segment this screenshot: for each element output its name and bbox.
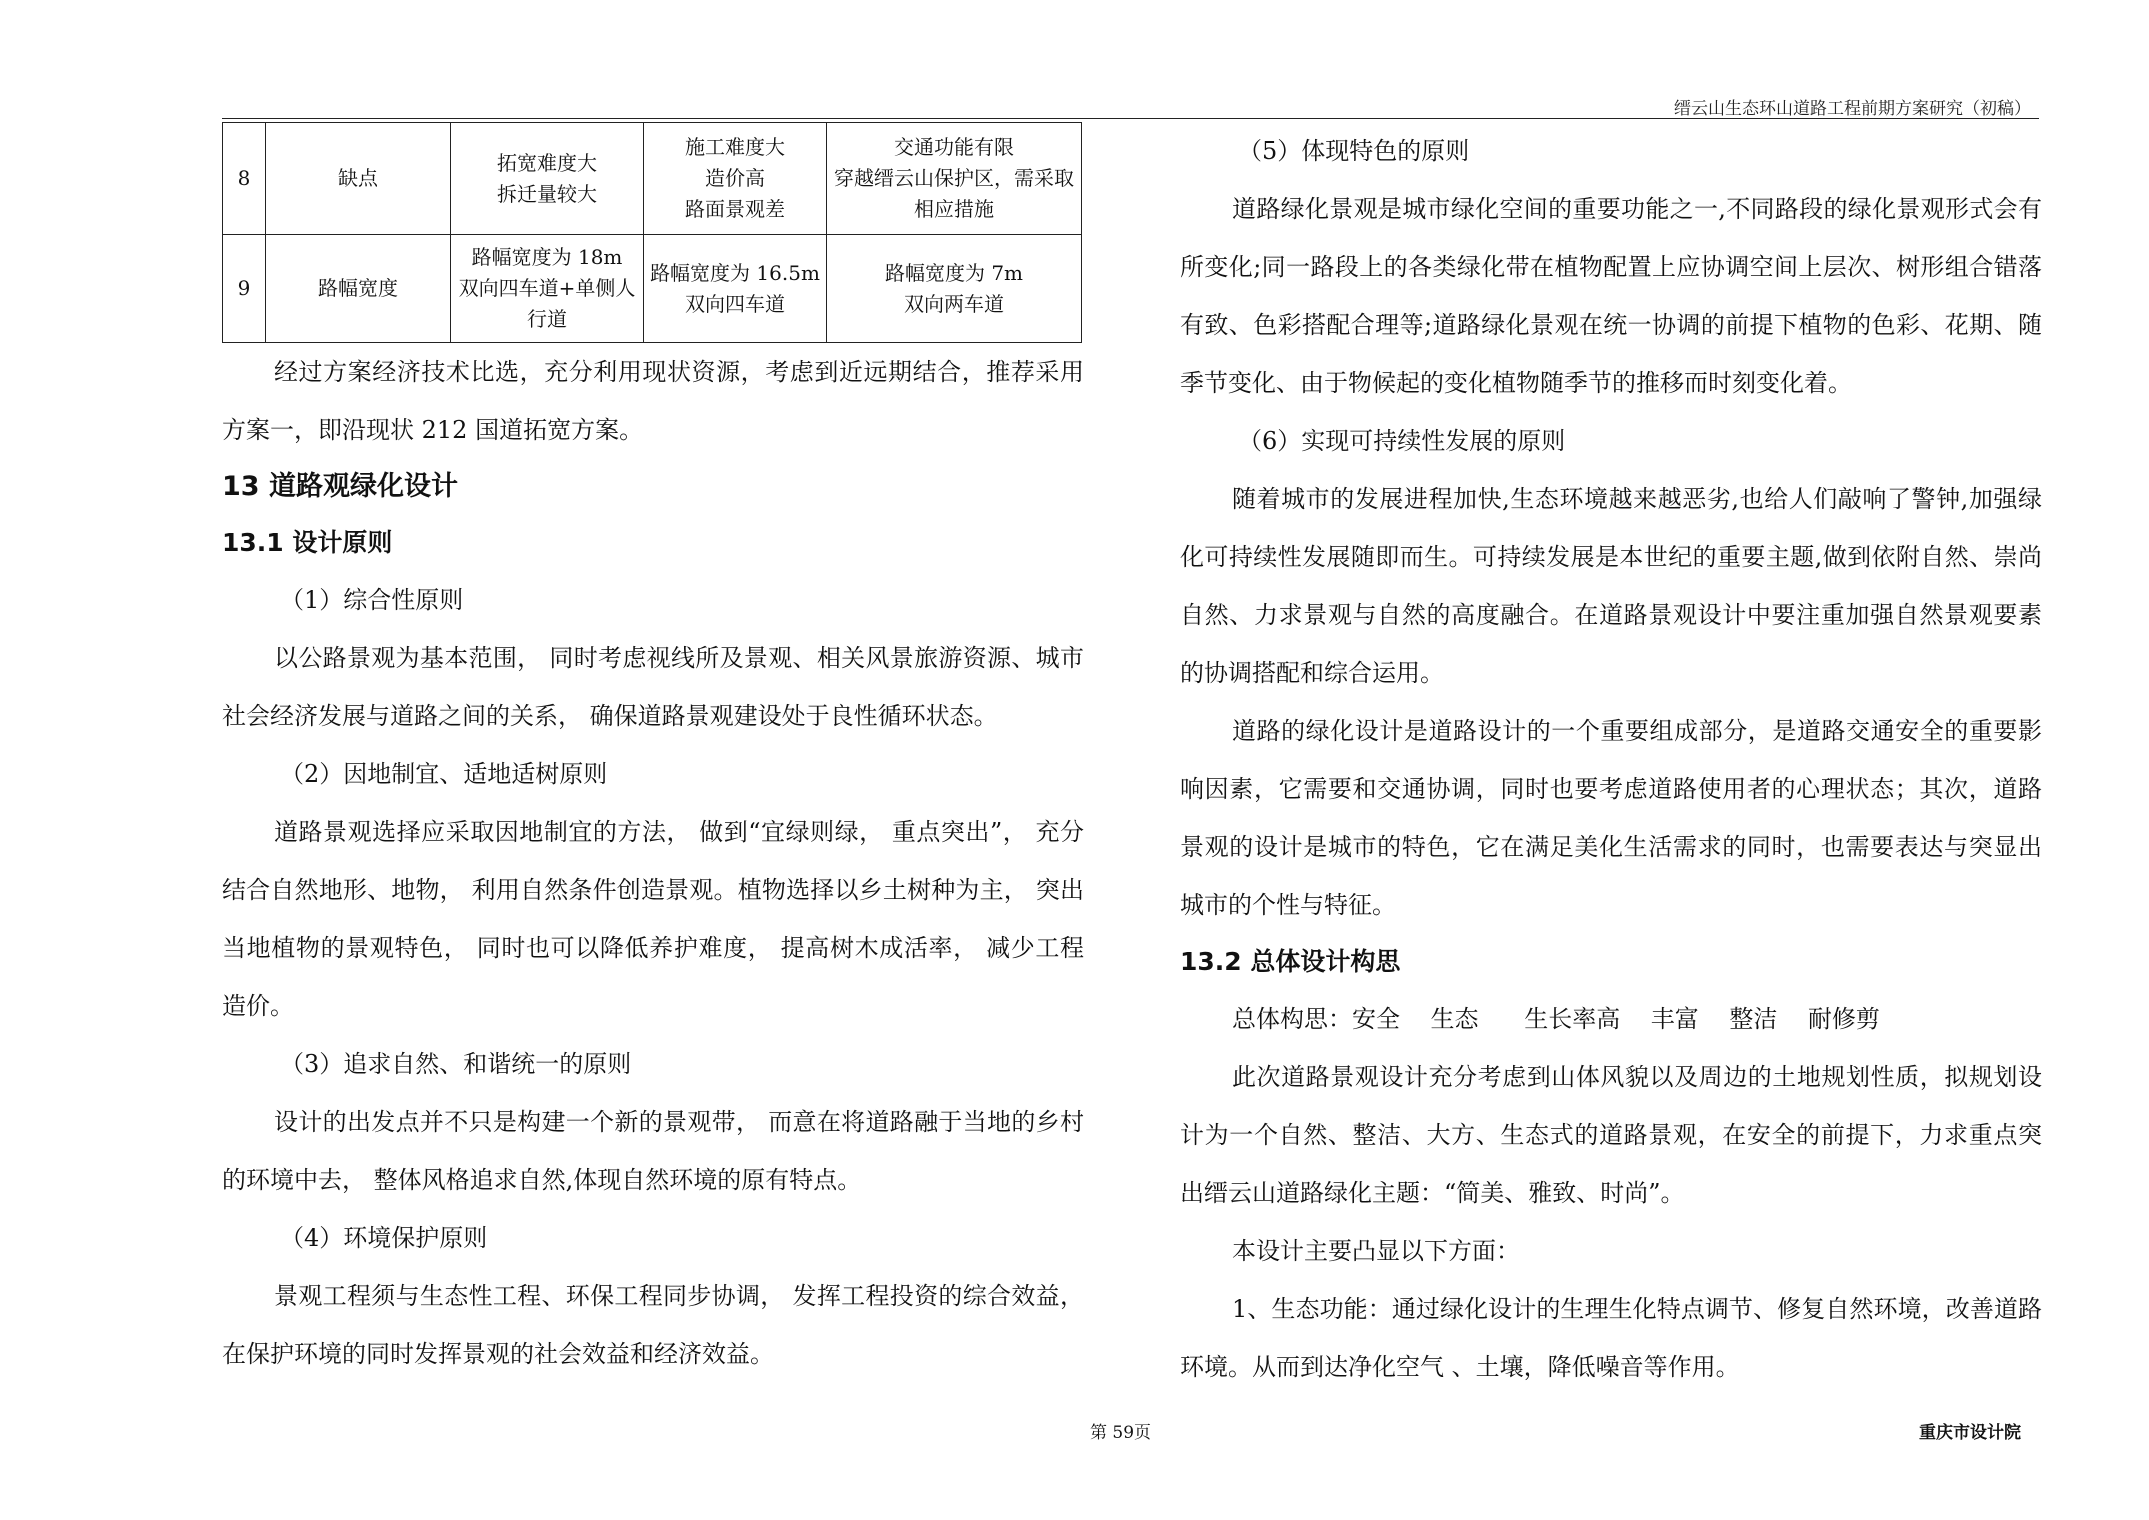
section-heading-13: 13 道路观绿化设计 <box>222 471 458 502</box>
principle-3-body: 设计的出发点并不只是构建一个新的景观带， 而意在将道路融于当地的乡村的环境中去， 整体风格追求自然,体现自然环境的原有特点。 <box>222 1108 1084 1194</box>
cell-line: 双向四车道 <box>685 291 785 316</box>
row-item: 缺点 <box>266 123 451 235</box>
table-row <box>223 123 1082 235</box>
principle-6-title: （6）实现可持续性发展的原则 <box>1238 427 1566 455</box>
aspects-intro: 本设计主要凸显以下方面： <box>1232 1237 1520 1265</box>
table-row <box>223 235 1082 343</box>
cell-line: 双向四车道+单侧人 <box>458 276 636 300</box>
conclusion-paragraph: 经过方案经济技术比选，充分利用现状资源，考虑到近远期结合，推荐采用方案一，即沿现状 212 国道拓宽方案。 <box>222 358 1084 444</box>
principle-2-body: 道路景观选择应采取因地制宜的方法， 做到“宜绿则绿， 重点突出”， 充分结合自然地形、地物， 利用自然条件创造景观。植物选择以乡土树种为主， 突出当地植物的景观特色， 同时也可以降低养护难度， 提高树木成活率， 减少工程造价。 <box>222 818 1084 1020</box>
option-2-cell <box>644 123 827 235</box>
subsection-heading-13-2: 13.2 总体设计构思 <box>1180 947 1401 976</box>
green-design-paragraph: 道路的绿化设计是道路设计的一个重要组成部分，是道路交通安全的重要影响因素，它需要和交通协调，同时也要考虑道路使用者的心理状态；其次，道路景观的设计是城市的特色，它在满足美化生活需求的同时，也需要表达与突显出城市的个性与特征。 <box>1180 717 2042 919</box>
cell-line: 施工难度大 <box>685 135 785 159</box>
cell-line: 双向两车道 <box>904 291 1004 316</box>
option-1-cell <box>451 235 644 343</box>
principle-4-body: 景观工程须与生态性工程、环保工程同步协调， 发挥工程投资的综合效益， 在保护环境的同时发挥景观的社会效益和经济效益。 <box>222 1282 1084 1368</box>
right-column <box>1180 122 2042 1396</box>
cell-line: 路幅宽度为 7m <box>884 260 1024 285</box>
cell-line: 拓宽难度大 <box>497 150 597 175</box>
page-number: 第 59页 <box>1090 1423 1152 1443</box>
comparison-table <box>222 122 1082 343</box>
principle-5-title: （5）体现特色的原则 <box>1238 137 1470 165</box>
option-2-cell <box>644 235 827 343</box>
concept-paragraph: 此次道路景观设计充分考虑到山体风貌以及周边的土地规划性质，拟规划设计为一个自然、整洁、大方、生态式的道路景观，在安全的前提下，力求重点突出缙云山道路绿化主题：“简美、雅致、时尚”。 <box>1180 1063 2042 1207</box>
running-header: 缙云山生态环山道路工程前期方案研究（初稿） <box>1674 99 2031 119</box>
option-3-cell <box>827 235 1082 343</box>
subsection-heading-13-1: 13.1 设计原则 <box>222 528 393 557</box>
principle-3-title: （3）追求自然、和谐统一的原则 <box>280 1050 632 1078</box>
cell-line: 行道 <box>527 307 567 331</box>
principle-2-title: （2）因地制宜、适地适树原则 <box>280 760 608 788</box>
ecological-function-paragraph: 1、生态功能：通过绿化设计的生理生化特点调节、修复自然环境，改善道路环境。从而到达净化空气 、土壤，降低噪音等作用。 <box>1180 1295 2042 1381</box>
overall-concept: 总体构思：安全 生态 生长率高 丰富 整洁 耐修剪 <box>1232 1005 1880 1033</box>
option-3-cell <box>827 123 1082 235</box>
principle-1-title: （1）综合性原则 <box>280 586 464 614</box>
cell-line: 交通功能有限 <box>894 135 1014 159</box>
cell-line: 路幅宽度为 16.5m <box>650 260 820 285</box>
principle-4-title: （4）环境保护原则 <box>280 1224 488 1252</box>
row-item: 路幅宽度 <box>266 235 451 343</box>
cell-line: 相应措施 <box>914 197 994 221</box>
cell-line: 拆迁量较大 <box>497 181 597 206</box>
cell-line: 路面景观差 <box>685 197 785 221</box>
left-column <box>222 122 1084 1383</box>
principle-1-body: 以公路景观为基本范围， 同时考虑视线所及景观、相关风景旅游资源、城市社会经济发展与道路之间的关系， 确保道路景观建设处于良性循环状态。 <box>222 644 1084 730</box>
row-number: 8 <box>223 123 266 235</box>
institute-name: 重庆市设计院 <box>1919 1423 2021 1443</box>
cell-line: 路幅宽度为 18m <box>471 245 623 269</box>
principle-6-body: 随着城市的发展进程加快,生态环境越来越恶劣,也给人们敲响了警钟,加强绿化可持续性发展随即而生。可持续发展是本世纪的重要主题,做到依附自然、崇尚自然、力求景观与自然的高度融合。在道路景观设计中要注重加强自然景观要素的协调搭配和综合运用。 <box>1180 485 2042 687</box>
row-number: 9 <box>223 235 266 343</box>
cell-line: 造价高 <box>705 166 765 190</box>
cell-line: 穿越缙云山保护区，需采取 <box>834 166 1074 190</box>
option-1-cell <box>451 123 644 235</box>
principle-5-body: 道路绿化景观是城市绿化空间的重要功能之一,不同路段的绿化景观形式会有所变化;同一路段上的各类绿化带在植物配置上应协调空间上层次、树形组合错落有致、色彩搭配合理等;道路绿化景观在统一协调的前提下植物的色彩、花期、随季节变化、由于物候起的变化植物随季节的推移而时刻变化着。 <box>1180 195 2042 397</box>
header-rule <box>222 118 2039 119</box>
